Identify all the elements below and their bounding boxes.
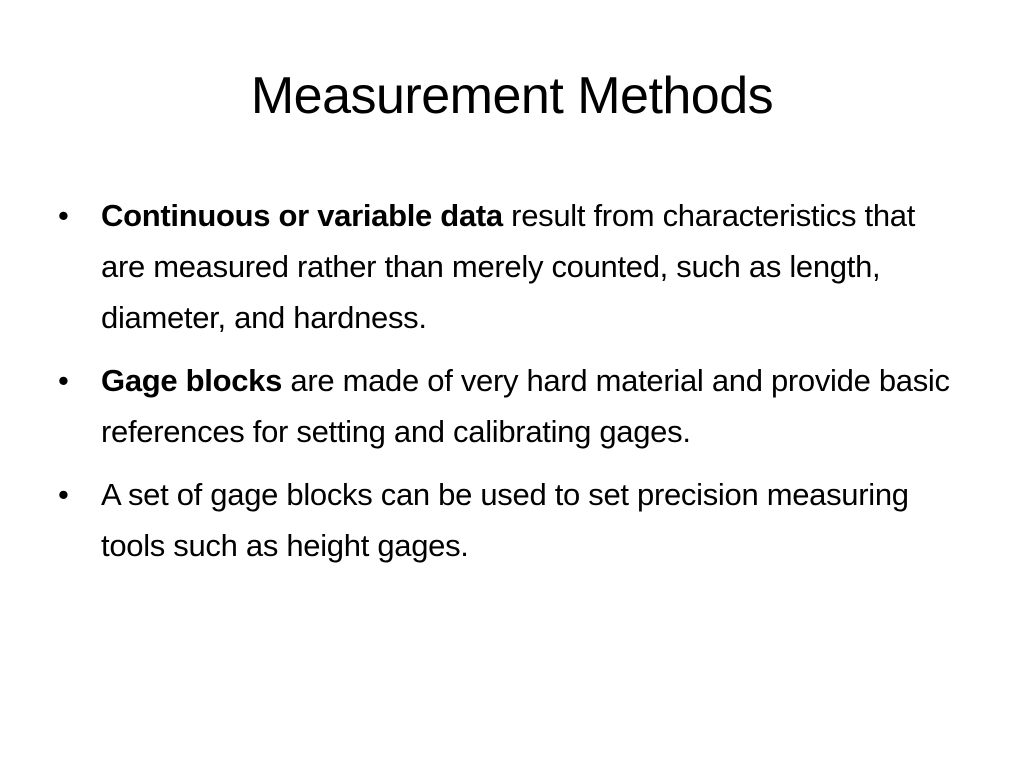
bullet-bold-term: Continuous or variable data [101,198,503,233]
bullet-item-continuous-data [58,190,958,343]
bullet-item-gage-block-set [58,469,958,571]
bullet-icon: • [58,198,69,233]
bullet-icon: • [58,363,69,398]
bullet-list [58,190,958,583]
bullet-icon: • [58,477,69,512]
bullet-text: A set of gage blocks can be used to set precision measuring tools such as height gages. [101,477,909,563]
bullet-text: result from characteristics that are measured rather than merely counted, such as length, diameter, and hardness. [101,198,916,335]
slide-title: Measurement Methods [250,67,774,125]
bullet-bold-term: Gage blocks [101,363,283,398]
bullet-text: are made of very hard material and provide basic references for setting and calibrating gages. [101,363,950,449]
bullet-item-gage-blocks [58,355,958,457]
